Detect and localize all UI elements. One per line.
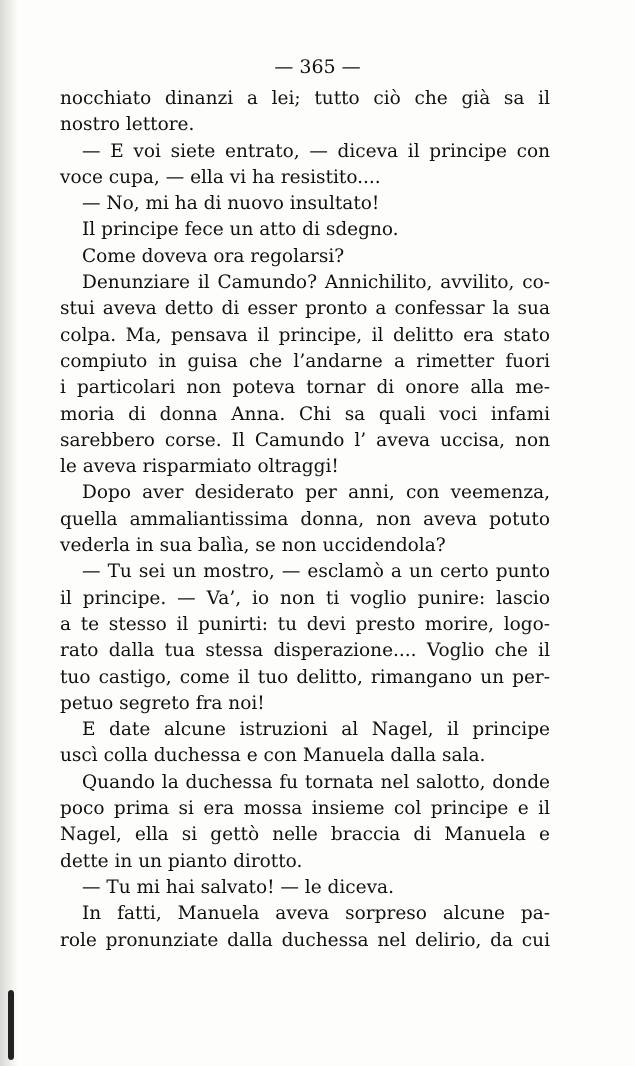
text-line: In fatti, Manuela aveva sorpreso alcune pa- [82,903,550,925]
text-line: Come doveva ora regolarsi? [82,245,345,267]
text-line: petuo segreto fra noi! [60,692,265,714]
text-line: Quando la duchessa fu tornata nel salotto, donde [82,771,550,793]
body-text [60,86,550,954]
binding-shadow [0,0,18,1066]
binding-mark [8,990,14,1060]
text-line: role pronunziate dalla duchessa nel delirio, da cui [60,929,550,951]
text-line: i particolari non poteva tornar di onore alla me- [60,377,550,399]
text-line: vederla in sua balìa, se non uccidendola? [60,535,446,557]
text-line: nostro lettore. [60,114,195,136]
text-line: rato dalla tua stessa disperazione.... Voglio che il [60,640,550,662]
text-line: colpa. Ma, pensava il principe, il delitto era stato [60,324,550,346]
page-number: — 365 — [274,56,361,78]
text-line: Il principe fece un atto di sdegno. [82,219,399,241]
text-line: — Tu sei un mostro, — esclamò a un certo punto [82,561,550,583]
text-line: compiuto in guisa che l’andarne a rimetter fuori [60,350,550,372]
text-line: Nagel, ella si gettò nelle braccia di Manuela e [60,824,550,846]
text-line: Dopo aver desiderato per anni, con veemenza, [82,482,550,504]
text-line: sarebbero corse. Il Camundo l’ aveva uccisa, non [60,429,550,451]
text-line: a te stesso il punirti: tu devi presto morire, logo- [60,613,550,635]
text-line: moria di donna Anna. Chi sa quali voci infami [60,403,550,425]
text-line: nocchiato dinanzi a lei; tutto ciò che già sa il [60,88,550,109]
text-line: il principe. — Va’, io non ti voglio punire: lascio [60,587,550,609]
text-line: uscì colla duchessa e con Manuela dalla sala. [60,745,486,767]
text-line: tuo castigo, come il tuo delitto, rimangano un per- [60,666,550,688]
text-line: Denunziare il Camundo? Annichilito, avvilito, co- [82,272,550,294]
text-line: quella ammaliantissima donna, non aveva potuto [60,508,550,530]
text-line: dette in un pianto dirotto. [60,850,303,872]
text-line: stui aveva detto di esser pronto a confessar la sua [60,298,550,320]
text-line: — Tu mi hai salvato! — le diceva. [82,876,394,898]
text-line: — E voi siete entrato, — diceva il principe con [82,140,550,162]
text-line: — No, mi ha di nuovo insultato! [82,193,380,215]
text-line: le aveva risparmiato oltraggi! [60,456,339,478]
text-line: voce cupa, — ella vi ha resistito.... [60,166,381,188]
text-line: poco prima si era mossa insieme col principe e il [60,798,550,820]
text-line: E date alcune istruzioni al Nagel, il principe [82,719,550,741]
